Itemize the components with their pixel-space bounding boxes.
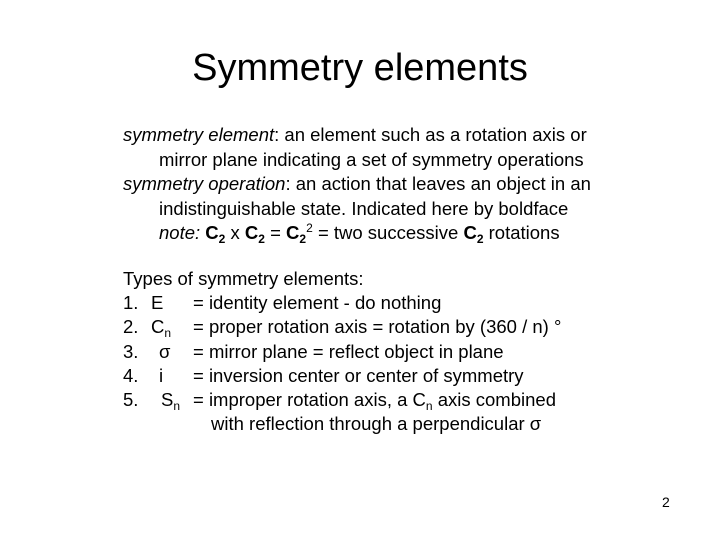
list-item [123, 340, 683, 364]
types-heading: Types of symmetry elements: [123, 268, 364, 289]
item-number: 4. [123, 364, 139, 386]
item-number: 5. [123, 389, 139, 411]
item-symbol: E [151, 292, 164, 314]
item-continuation: with reflection through a perpendicular σ [211, 413, 542, 435]
item-description-2: axis combined [432, 389, 556, 411]
types-block [123, 267, 683, 436]
item-description: = proper rotation axis = rotation by (360 / n) ° [193, 316, 562, 338]
note-c-fourth-sub: 2 [476, 232, 484, 246]
page-number: 2 [662, 494, 670, 510]
item-symbol: i [159, 364, 164, 386]
note-equals: = [270, 222, 281, 243]
note-rotations: rotations [488, 222, 560, 243]
operation-definition-continuation: indistinguishable state. Indicated here by boldface [159, 197, 569, 219]
note-rest: = two successive [317, 222, 459, 243]
note-c-third: C [286, 222, 300, 243]
element-term: symmetry element [123, 124, 275, 145]
note-c-fourth: C [463, 222, 477, 243]
note-c-first-sub: 2 [218, 232, 226, 246]
list-item [123, 364, 683, 388]
item-symbol-wrap [151, 388, 193, 412]
definitions-block [123, 123, 683, 246]
item-number: 1. [123, 292, 139, 314]
element-definition-continuation: mirror plane indicating a set of symmetry operations [159, 148, 584, 170]
operation-text-1: : an action that leaves an object in an [285, 173, 591, 194]
note-c-first: C [205, 222, 219, 243]
item-number: 3. [123, 340, 139, 362]
element-text-1: : an element such as a rotation axis or [274, 124, 587, 145]
item-symbol: C [151, 316, 165, 338]
operation-term: symmetry operation [123, 173, 286, 194]
element-definition-line [123, 123, 683, 148]
note-c-third-sup: 2 [306, 221, 313, 235]
item-description-sub: n [425, 399, 433, 414]
operation-definition-line [123, 172, 683, 197]
item-description: = inversion center or center of symmetry [193, 364, 524, 386]
note-times: x [230, 222, 240, 243]
list-item [123, 388, 683, 412]
item-description: = mirror plane = reflect object in plane [193, 340, 504, 362]
note-line [123, 221, 683, 246]
item-description: = identity element - do nothing [193, 292, 442, 314]
item-symbol: σ [159, 340, 171, 362]
note-c-second-sub: 2 [258, 232, 265, 246]
item-number: 2. [123, 316, 139, 338]
note-c-third-sub: 2 [299, 232, 307, 246]
list-item [123, 291, 683, 315]
item-symbol: S [161, 389, 174, 411]
item-symbol-sub: n [164, 326, 172, 341]
list-item [123, 315, 683, 339]
item-symbol-sub: n [173, 399, 181, 414]
item-description-1: = improper rotation axis, a C [193, 389, 426, 411]
note-c-second: C [244, 222, 259, 243]
item-symbol-wrap [151, 315, 193, 339]
note-term: note: [159, 222, 201, 243]
slide-title: Symmetry elements [192, 47, 528, 89]
